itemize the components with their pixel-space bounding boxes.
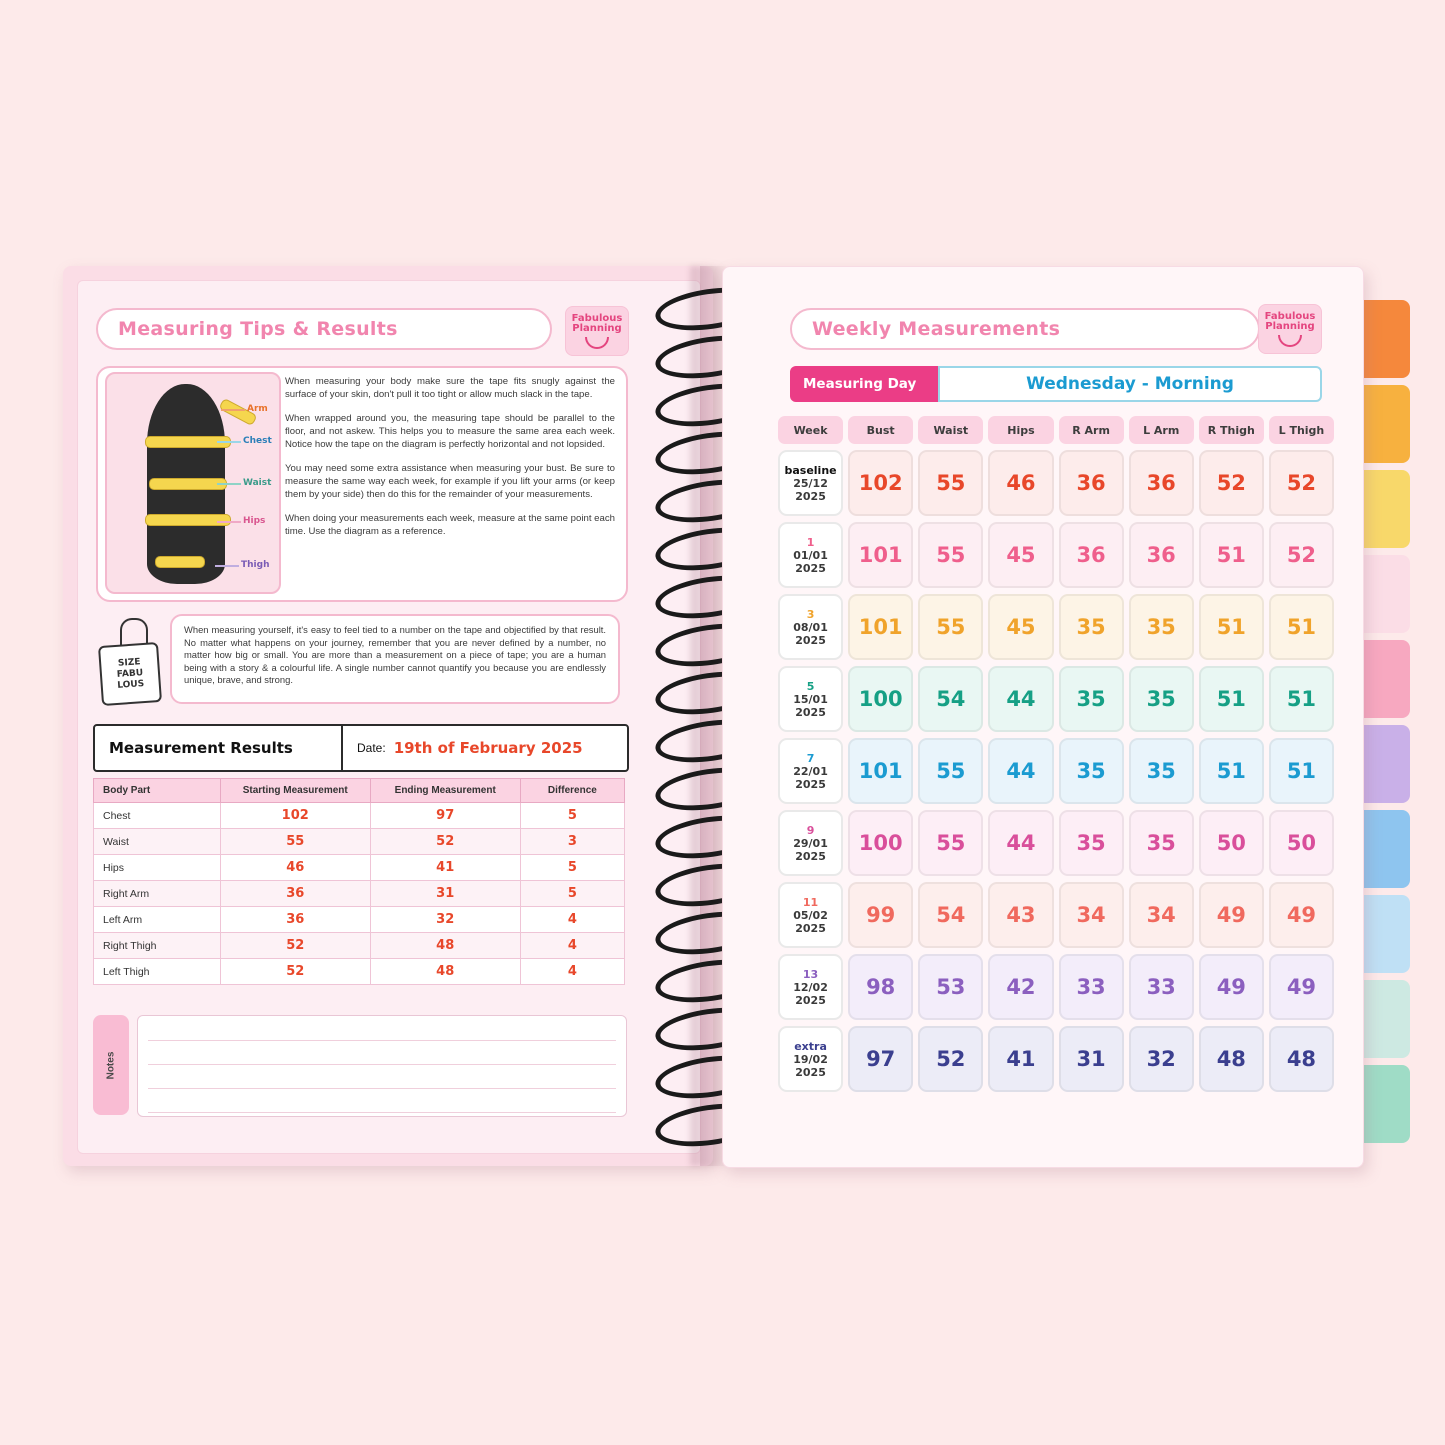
col-l-arm: L Arm	[1129, 416, 1194, 444]
value-bust[interactable]: 101	[848, 738, 913, 804]
week-date: 05/02	[793, 908, 828, 922]
week-cell	[778, 882, 843, 948]
cell-end[interactable]: 41	[370, 855, 520, 881]
measuring-day-label: Measuring Day	[790, 366, 938, 402]
cell-body-part: Right Thigh	[94, 933, 221, 959]
diagram-label-waist: Waist	[243, 478, 271, 488]
value-l-arm[interactable]: 33	[1129, 954, 1194, 1020]
cell-body-part: Right Arm	[94, 881, 221, 907]
grid-row	[778, 738, 1334, 804]
tape-thigh	[155, 556, 205, 568]
week-cell	[778, 1026, 843, 1092]
col-body-part: Body Part	[94, 779, 221, 803]
value-hips[interactable]: 44	[988, 738, 1053, 804]
cell-end[interactable]: 97	[370, 803, 520, 829]
cell-diff[interactable]: 5	[520, 855, 624, 881]
date-label: Date:	[357, 741, 386, 755]
cell-diff[interactable]: 3	[520, 829, 624, 855]
cell-diff[interactable]: 5	[520, 881, 624, 907]
value-bust[interactable]: 100	[848, 810, 913, 876]
table-row	[94, 855, 625, 881]
tag-line-1: SIZE	[117, 656, 141, 669]
value-waist[interactable]: 54	[918, 882, 983, 948]
value-r-thigh[interactable]: 51	[1199, 666, 1264, 732]
motivational-quote: When measuring yourself, it's easy to feel tied to a number on the tape and objectified by that result. No matter what happens on your journey, remember that you are never defined by a number, no matter how big or small. You are more than a measurement on a piece of tape; you are a human being with a story & a colourful life. A single number cannot quantify you because you are endlessly unique, brave, and strong.	[170, 614, 620, 704]
brand-logo-left	[565, 306, 629, 356]
week-year: 2025	[795, 777, 826, 791]
tip-paragraph-1: When measuring your body make sure the tape fits snugly against the surface of your skin, don't pull it too tight or allow much slack in the tape.	[285, 376, 615, 400]
value-l-thigh[interactable]: 52	[1269, 450, 1334, 516]
week-cell	[778, 450, 843, 516]
body-measure-diagram	[105, 372, 281, 594]
value-bust[interactable]: 101	[848, 522, 913, 588]
value-hips[interactable]: 45	[988, 594, 1053, 660]
value-hips[interactable]: 42	[988, 954, 1053, 1020]
col-starting: Starting Measurement	[220, 779, 370, 803]
col-week: Week	[778, 416, 843, 444]
value-l-arm[interactable]: 35	[1129, 810, 1194, 876]
cell-body-part: Chest	[94, 803, 221, 829]
value-bust[interactable]: 97	[848, 1026, 913, 1092]
value-l-arm[interactable]: 35	[1129, 738, 1194, 804]
value-r-arm[interactable]: 36	[1059, 522, 1124, 588]
week-cell	[778, 594, 843, 660]
value-l-thigh[interactable]: 48	[1269, 1026, 1334, 1092]
week-year: 2025	[795, 633, 826, 647]
week-cell	[778, 810, 843, 876]
cell-start[interactable]: 36	[220, 881, 370, 907]
date-value[interactable]: 19th of February 2025	[393, 739, 583, 757]
week-year: 2025	[795, 1065, 826, 1079]
week-date: 12/02	[793, 980, 828, 994]
notes-section	[93, 1015, 625, 1115]
week-cell	[778, 954, 843, 1020]
logo-line-2: Planning	[1265, 320, 1315, 332]
table-row	[94, 803, 625, 829]
col-waist: Waist	[918, 416, 983, 444]
week-cell	[778, 738, 843, 804]
value-waist[interactable]: 55	[918, 450, 983, 516]
logo-line-1: Fabulous	[1264, 310, 1316, 322]
cell-start[interactable]: 102	[220, 803, 370, 829]
notes-label-tab	[93, 1015, 129, 1115]
value-l-thigh[interactable]: 51	[1269, 738, 1334, 804]
cell-diff[interactable]: 5	[520, 803, 624, 829]
value-l-arm[interactable]: 34	[1129, 882, 1194, 948]
col-r-thigh: R Thigh	[1199, 416, 1264, 444]
value-waist[interactable]: 54	[918, 666, 983, 732]
col-difference: Difference	[520, 779, 624, 803]
grid-row	[778, 594, 1334, 660]
tape-hips	[145, 514, 231, 526]
week-number: 3	[806, 607, 815, 621]
value-l-arm[interactable]: 35	[1129, 666, 1194, 732]
value-waist[interactable]: 55	[918, 738, 983, 804]
cell-start[interactable]: 46	[220, 855, 370, 881]
value-hips[interactable]: 46	[988, 450, 1053, 516]
value-r-arm[interactable]: 35	[1059, 810, 1124, 876]
value-waist[interactable]: 55	[918, 594, 983, 660]
value-r-arm[interactable]: 33	[1059, 954, 1124, 1020]
tip-paragraph-4: When doing your measurements each week, measure at the same point each time. Use the diagram as a reference.	[285, 513, 615, 537]
cell-start[interactable]: 55	[220, 829, 370, 855]
diagram-label-arm: Arm	[247, 404, 268, 414]
cell-diff[interactable]: 4	[520, 959, 624, 985]
grid-header-row	[778, 416, 1334, 444]
table-row	[94, 881, 625, 907]
value-bust[interactable]: 100	[848, 666, 913, 732]
grid-row	[778, 810, 1334, 876]
week-number: 7	[806, 751, 815, 765]
week-year: 2025	[795, 993, 826, 1007]
week-date: 01/01	[793, 548, 828, 562]
cell-diff[interactable]: 4	[520, 933, 624, 959]
measuring-tips-text	[285, 375, 615, 549]
weekly-measurements-title: Weekly Measurements	[812, 318, 1061, 340]
measurement-results-table	[93, 778, 625, 985]
tape-waist	[149, 478, 227, 490]
value-l-arm[interactable]: 36	[1129, 522, 1194, 588]
weekly-measurements-grid	[778, 416, 1334, 1098]
notes-label: Notes	[105, 1051, 117, 1079]
value-r-thigh[interactable]: 49	[1199, 954, 1264, 1020]
tag-line-3: LOUS	[116, 678, 145, 691]
cell-start[interactable]: 52	[220, 933, 370, 959]
value-r-thigh[interactable]: 49	[1199, 882, 1264, 948]
brand-logo-right	[1258, 304, 1322, 354]
cell-end[interactable]: 31	[370, 881, 520, 907]
smile-icon	[585, 337, 609, 349]
cell-body-part: Hips	[94, 855, 221, 881]
value-r-thigh[interactable]: 50	[1199, 810, 1264, 876]
value-r-thigh[interactable]: 51	[1199, 594, 1264, 660]
week-year: 2025	[795, 705, 826, 719]
week-number: 9	[806, 823, 815, 837]
diagram-label-chest: Chest	[243, 436, 272, 446]
right-page-title-bar	[790, 308, 1260, 350]
value-r-arm[interactable]: 35	[1059, 594, 1124, 660]
value-l-thigh[interactable]: 51	[1269, 666, 1334, 732]
tag-body	[98, 642, 162, 706]
logo-line-2: Planning	[572, 322, 622, 334]
value-l-arm[interactable]: 35	[1129, 594, 1194, 660]
cell-diff[interactable]: 4	[520, 907, 624, 933]
table-row	[94, 829, 625, 855]
measuring-day-value: Wednesday - Morning	[1026, 374, 1234, 394]
value-l-thigh[interactable]: 51	[1269, 594, 1334, 660]
cell-end[interactable]: 52	[370, 829, 520, 855]
table-row	[94, 959, 625, 985]
value-r-arm[interactable]: 35	[1059, 738, 1124, 804]
value-hips[interactable]: 43	[988, 882, 1053, 948]
cell-end[interactable]: 32	[370, 907, 520, 933]
week-number: 11	[802, 895, 819, 909]
smile-icon	[1278, 335, 1302, 347]
value-r-thigh[interactable]: 51	[1199, 738, 1264, 804]
col-l-thigh: L Thigh	[1269, 416, 1334, 444]
value-waist[interactable]: 55	[918, 522, 983, 588]
diagram-label-thigh: Thigh	[241, 560, 269, 570]
value-bust[interactable]: 98	[848, 954, 913, 1020]
cell-body-part: Left Arm	[94, 907, 221, 933]
col-r-arm: R Arm	[1059, 416, 1124, 444]
value-l-thigh[interactable]: 52	[1269, 522, 1334, 588]
logo-line-1: Fabulous	[571, 312, 623, 324]
notes-writing-area[interactable]	[137, 1015, 627, 1117]
grid-row	[778, 882, 1334, 948]
week-date: 25/12	[793, 476, 828, 490]
week-year: 2025	[795, 849, 826, 863]
value-l-thigh[interactable]: 49	[1269, 882, 1334, 948]
value-hips[interactable]: 45	[988, 522, 1053, 588]
grid-row	[778, 1026, 1334, 1092]
measurement-results-header	[93, 724, 629, 772]
week-number: 1	[806, 535, 815, 549]
value-l-arm[interactable]: 36	[1129, 450, 1194, 516]
value-r-arm[interactable]: 35	[1059, 666, 1124, 732]
col-ending: Ending Measurement	[370, 779, 520, 803]
value-l-thigh[interactable]: 50	[1269, 810, 1334, 876]
value-hips[interactable]: 44	[988, 666, 1053, 732]
grid-row	[778, 450, 1334, 516]
page-title: Measuring Tips & Results	[118, 318, 398, 340]
cell-end[interactable]: 48	[370, 933, 520, 959]
measuring-day-row	[790, 366, 1322, 402]
tip-paragraph-2: When wrapped around you, the measuring tape should be parallel to the floor, and not askew. This helps you to measure the same area each week. Notice how the tape on the diagram is perfectly horizontal and not lopsided.	[285, 413, 615, 450]
week-number: extra	[794, 1039, 827, 1053]
table-row	[94, 933, 625, 959]
week-date: 19/02	[793, 1052, 828, 1066]
week-year: 2025	[795, 489, 826, 503]
value-waist[interactable]: 52	[918, 1026, 983, 1092]
grid-row	[778, 522, 1334, 588]
value-l-thigh[interactable]: 49	[1269, 954, 1334, 1020]
value-r-arm[interactable]: 36	[1059, 450, 1124, 516]
col-bust: Bust	[848, 416, 913, 444]
cell-body-part: Left Thigh	[94, 959, 221, 985]
cell-start[interactable]: 36	[220, 907, 370, 933]
table-header-row	[94, 779, 625, 803]
measuring-day-field[interactable]	[938, 366, 1322, 402]
value-r-arm[interactable]: 34	[1059, 882, 1124, 948]
week-date: 08/01	[793, 620, 828, 634]
value-waist[interactable]: 53	[918, 954, 983, 1020]
week-date: 15/01	[793, 692, 828, 706]
week-number: 13	[802, 967, 819, 981]
cell-start[interactable]: 52	[220, 959, 370, 985]
value-r-arm[interactable]: 31	[1059, 1026, 1124, 1092]
value-l-arm[interactable]: 32	[1129, 1026, 1194, 1092]
left-page-title-bar	[96, 308, 552, 350]
week-year: 2025	[795, 561, 826, 575]
week-number: baseline	[784, 463, 837, 477]
value-hips[interactable]: 44	[988, 810, 1053, 876]
measurement-results-heading: Measurement Results	[109, 739, 293, 757]
col-hips: Hips	[988, 416, 1053, 444]
value-hips[interactable]: 41	[988, 1026, 1053, 1092]
week-date: 29/01	[793, 836, 828, 850]
cell-body-part: Waist	[94, 829, 221, 855]
value-waist[interactable]: 55	[918, 810, 983, 876]
week-cell	[778, 666, 843, 732]
value-r-thigh[interactable]: 48	[1199, 1026, 1264, 1092]
week-cell	[778, 522, 843, 588]
grid-row	[778, 954, 1334, 1020]
tag-line-2: FABU	[116, 667, 144, 680]
diagram-label-hips: Hips	[243, 516, 265, 526]
grid-row	[778, 666, 1334, 732]
week-number: 5	[806, 679, 815, 693]
value-r-thigh[interactable]: 51	[1199, 522, 1264, 588]
value-r-thigh[interactable]: 52	[1199, 450, 1264, 516]
size-fabulous-tag-icon	[96, 618, 160, 704]
value-bust[interactable]: 102	[848, 450, 913, 516]
table-row	[94, 907, 625, 933]
tip-paragraph-3: You may need some extra assistance when measuring your bust. Be sure to measure the same way each week, for example if you lift your arms (or keep them by your side) then do this for the remainder of your measurements.	[285, 463, 615, 500]
week-date: 22/01	[793, 764, 828, 778]
cell-end[interactable]: 48	[370, 959, 520, 985]
week-year: 2025	[795, 921, 826, 935]
value-bust[interactable]: 99	[848, 882, 913, 948]
value-bust[interactable]: 101	[848, 594, 913, 660]
